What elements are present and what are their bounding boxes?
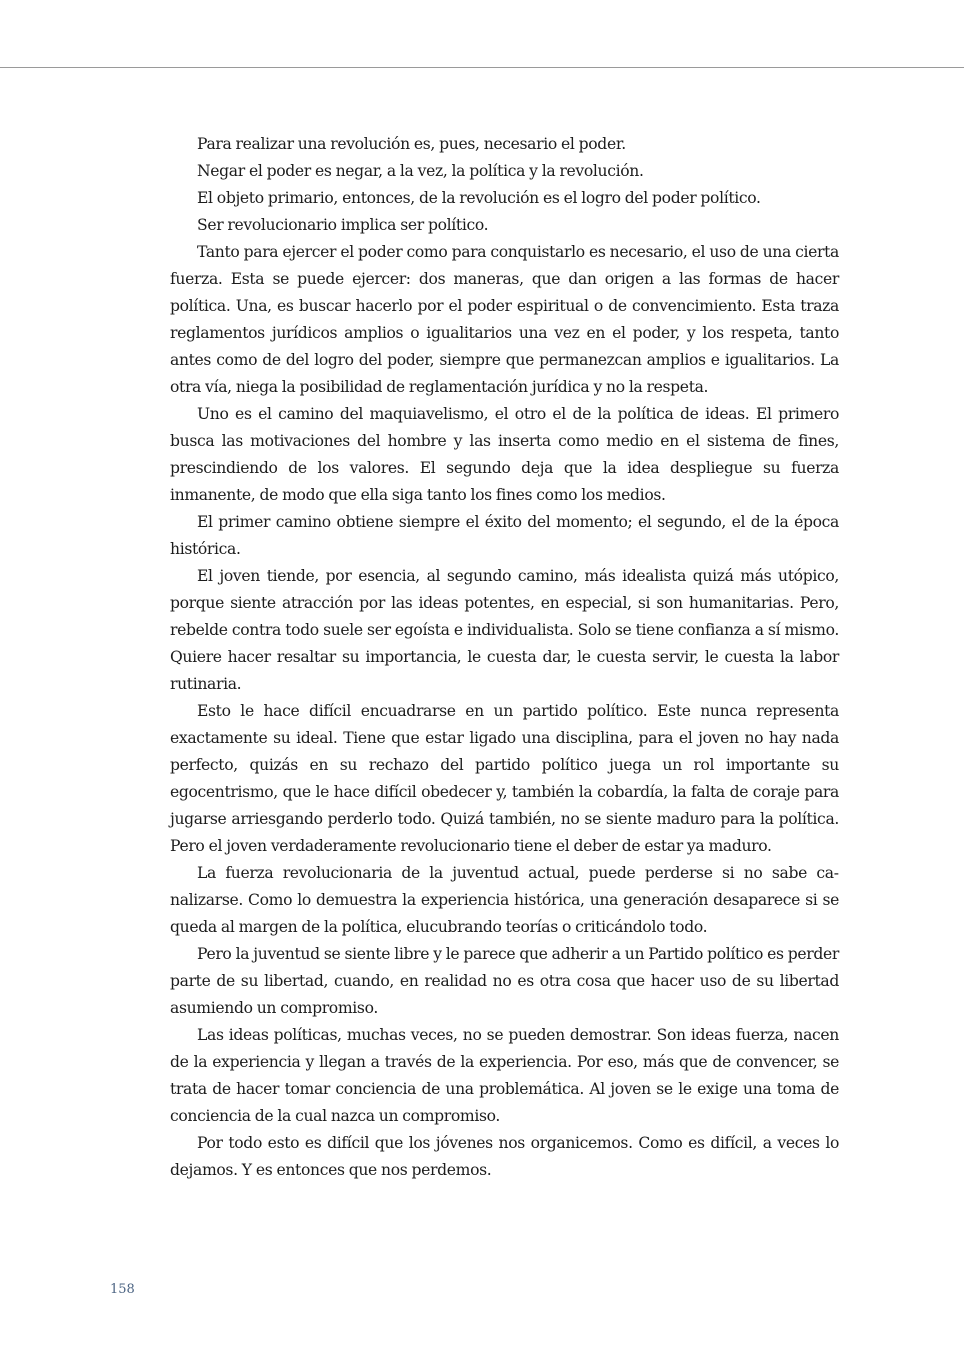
paragraph: Esto le hace difícil encuadrarse en un partido político. Este nunca representa exactamente su ideal. Tiene que estar ligado una disciplina, para el joven no hay nada perfecto, quizás en su rechazo del partido político juega un rol importante su egocentrismo, que le hace difícil obedecer y, también la cobardía, la falta de coraje para jugarse arriesgando perderlo todo. Quizá también, no se siente maduro para la política. Pero el joven verdaderamente revolucionario tiene el deber de estar ya maduro. <box>170 702 839 855</box>
paragraph: El joven tiende, por esencia, al segundo camino, más idealista quizá más utópico, porque siente atracción por las ideas potentes, en especial, si son humanitarias. Pero, rebelde contra todo suele ser egoísta e individualista. Solo se tiene confianza a sí mismo. Quiere hacer resaltar su importancia, le cuesta dar, le cuesta servir, le cuesta la labor rutinaria. <box>170 567 839 693</box>
paragraph: Uno es el camino del maquiavelismo, el otro el de la política de ideas. El primero busca las motivaciones del hombre y las inserta como medio en el sistema de fines, prescindiendo de los valores. El segundo deja que la idea despliegue su fuerza inmanente, de modo que ella siga tanto los fines como los medios. <box>170 405 839 504</box>
paragraph: Pero la juventud se siente libre y le parece que adherir a un Partido político es perder parte de su libertad, cuando, en realidad no es otra cosa que hacer uso de su libertad asumiendo un compromiso. <box>170 945 840 1017</box>
paragraph: Ser revolucionario implica ser político. <box>197 216 489 234</box>
body-text <box>170 131 839 1184</box>
paragraph: Tanto para ejercer el poder como para conquistarlo es necesario, el uso de una cierta fuerza. Esta se puede ejercer: dos maneras, que dan origen a las formas de hacer política. Una, es buscar hacerlo por el poder espiritual o de convencimiento. Esta traza reglamentos jurídicos amplios o igualitarios una vez en el poder, y los respeta, tanto antes como de del logro del poder, siempre que permanezcan amplios e igualitarios. La otra vía, niega la posibilidad de reglamentación jurídica y no la respeta. <box>170 243 839 396</box>
page-number: 158 <box>110 1282 135 1297</box>
paragraph: Las ideas políticas, muchas veces, no se pueden demostrar. Son ideas fuerza, nacen de la experiencia y llegan a través de la experiencia. Por eso, más que de convencer, se trata de hacer tomar conciencia de una problemática. Al joven se le exige una toma de conciencia de la cual nazca un compromiso. <box>170 1026 839 1125</box>
paragraph: Por todo esto es difícil que los jóvenes nos organicemos. Como es difícil, a veces lo dejamos. Y es entonces que nos perdemos. <box>170 1134 839 1179</box>
paragraph: El objeto primario, entonces, de la revolución es el logro del poder político. <box>197 189 761 207</box>
paragraph: Para realizar una revolución es, pues, necesario el poder. <box>197 135 626 153</box>
paragraph: El primer camino obtiene siempre el éxito del momento; el segundo, el de la época histórica. <box>170 513 839 558</box>
paragraph: Negar el poder es negar, a la vez, la política y la revolución. <box>197 162 644 180</box>
paragraph: La fuerza revolucionaria de la juventud actual, puede perderse si no sabe canalizarse. Como lo demuestra la experiencia histórica, una generación desaparece si se queda al margen de la política, elucubrando teorías o criticándolo todo. <box>170 864 839 936</box>
header-rule <box>0 67 964 68</box>
